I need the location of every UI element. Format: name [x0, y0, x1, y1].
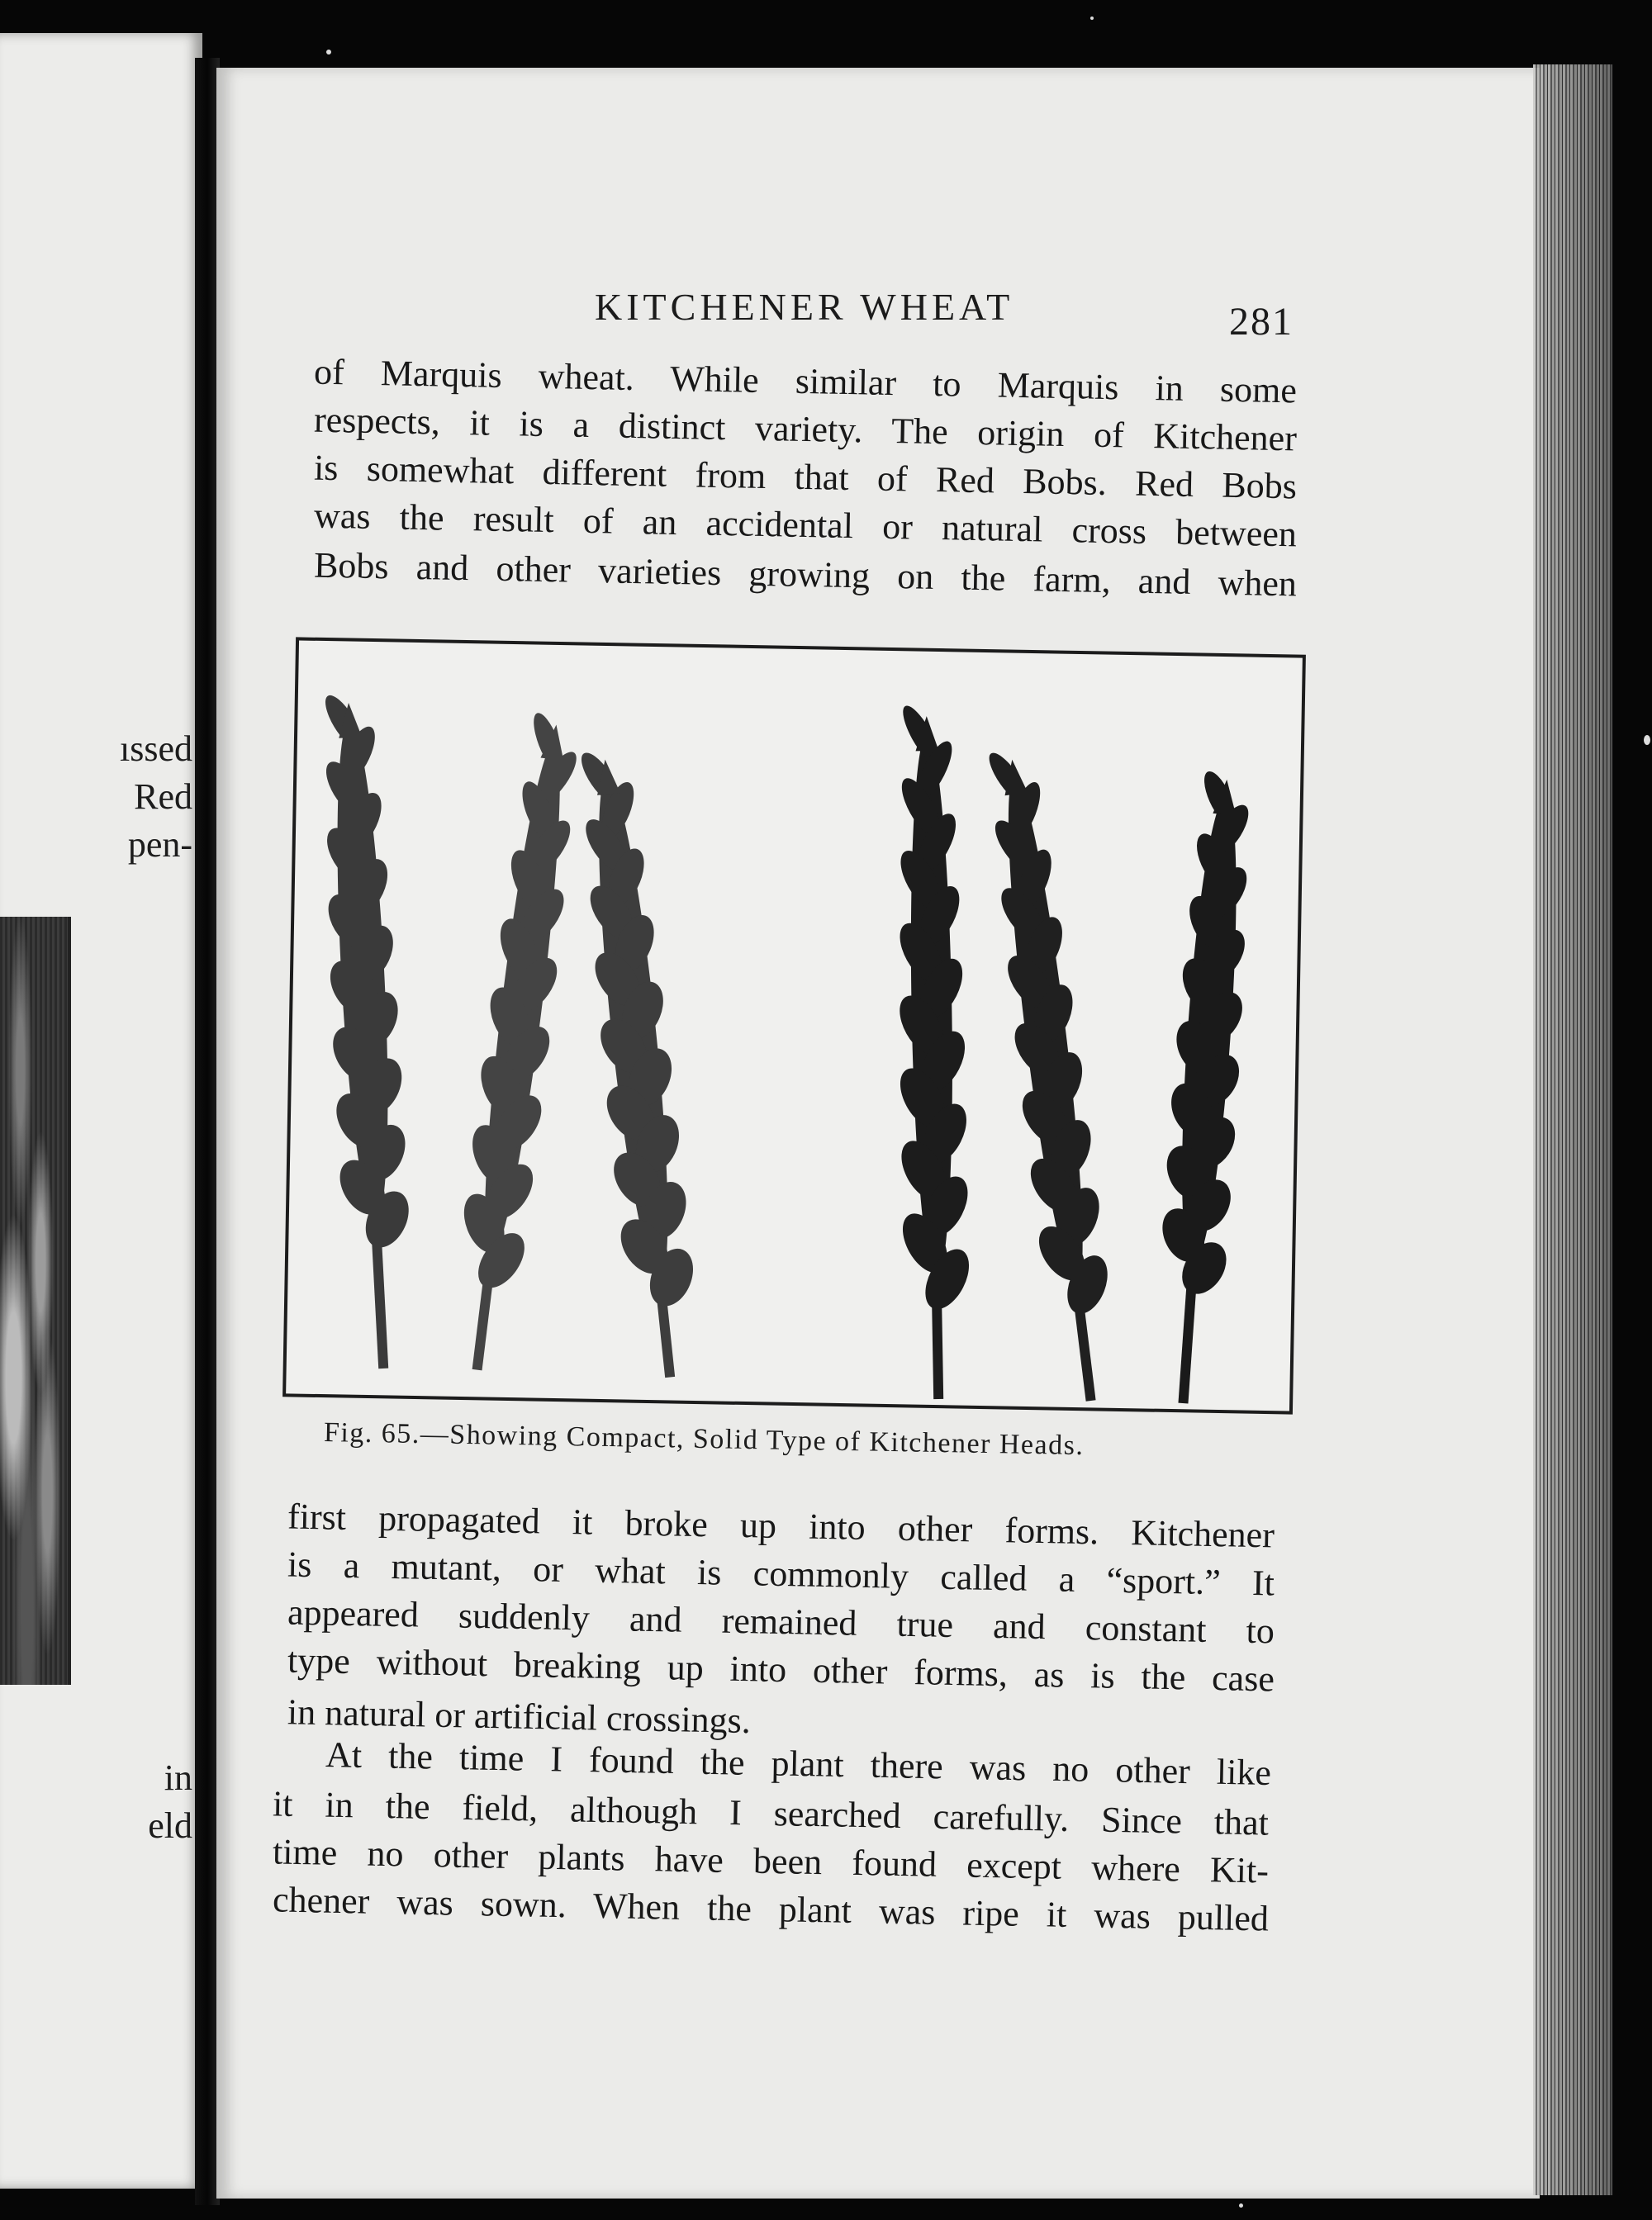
text-line: is a mutant, or what is commonly called a “sport.” It: [287, 1544, 1275, 1604]
text-line: respects, it is a distinct variety. The origin of Kitchener: [313, 399, 1298, 459]
text-line: first propagated it broke up into other forms. Kitchener: [287, 1496, 1275, 1556]
text-line: is somewhat different from that of Red Bobs. Red Bobs: [313, 447, 1298, 507]
previous-page-photo-texture: [0, 917, 68, 1685]
previous-page-word: in: [164, 1758, 192, 1798]
text-line: type without breaking up into other forms, as is the case: [287, 1639, 1275, 1700]
scan-speck: [1090, 17, 1094, 20]
text-line: in natural or artificial crossings.: [287, 1691, 752, 1742]
scan-speck: [1239, 2203, 1243, 2208]
previous-page-word: ıssed: [120, 728, 192, 769]
text-line: it in the field, although I searched carefully. Since that: [272, 1783, 1270, 1843]
text-line: time no other plants have been found except where Kit-: [272, 1831, 1270, 1891]
previous-page-word: pen-: [127, 824, 192, 865]
running-head: KITCHENER WHEAT: [595, 286, 1014, 328]
page-stack-shadow: [1533, 64, 1612, 2195]
wheat-heads-photo: [286, 640, 1303, 1411]
wheat-head: [885, 700, 980, 1400]
wheat-head: [436, 706, 599, 1375]
text-line: was the result of an accidental or natural cross between: [313, 495, 1298, 555]
figure-caption: Fig. 65.—Showing Compact, Solid Type of Kitchener Heads.: [323, 1417, 1085, 1462]
previous-page-word: eld: [148, 1805, 192, 1846]
text-line: appeared suddenly and remained true and constant to: [287, 1591, 1275, 1652]
wheat-head: [306, 688, 426, 1371]
wheat-head: [1142, 766, 1269, 1406]
wheat-head: [561, 742, 714, 1382]
wheat-head: [970, 742, 1132, 1406]
previous-page-photo: [0, 917, 68, 1685]
previous-page-word: Red: [134, 776, 192, 817]
text-line: of Marquis wheat. While similar to Marquis in some: [313, 351, 1298, 411]
text-line: At the time I found the plant there was no other like: [325, 1734, 1272, 1793]
text-line: Bobs and other varieties growing on the farm, and when: [313, 544, 1298, 605]
text-line: chener was sown. When the plant was ripe it was pulled: [272, 1879, 1270, 1939]
figure-wheat-heads: [282, 637, 1306, 1414]
scan-speck: [326, 50, 331, 55]
previous-page-photo-border: [68, 917, 71, 1685]
scan-speck: [1644, 735, 1650, 745]
page-number: 281: [1229, 300, 1294, 344]
